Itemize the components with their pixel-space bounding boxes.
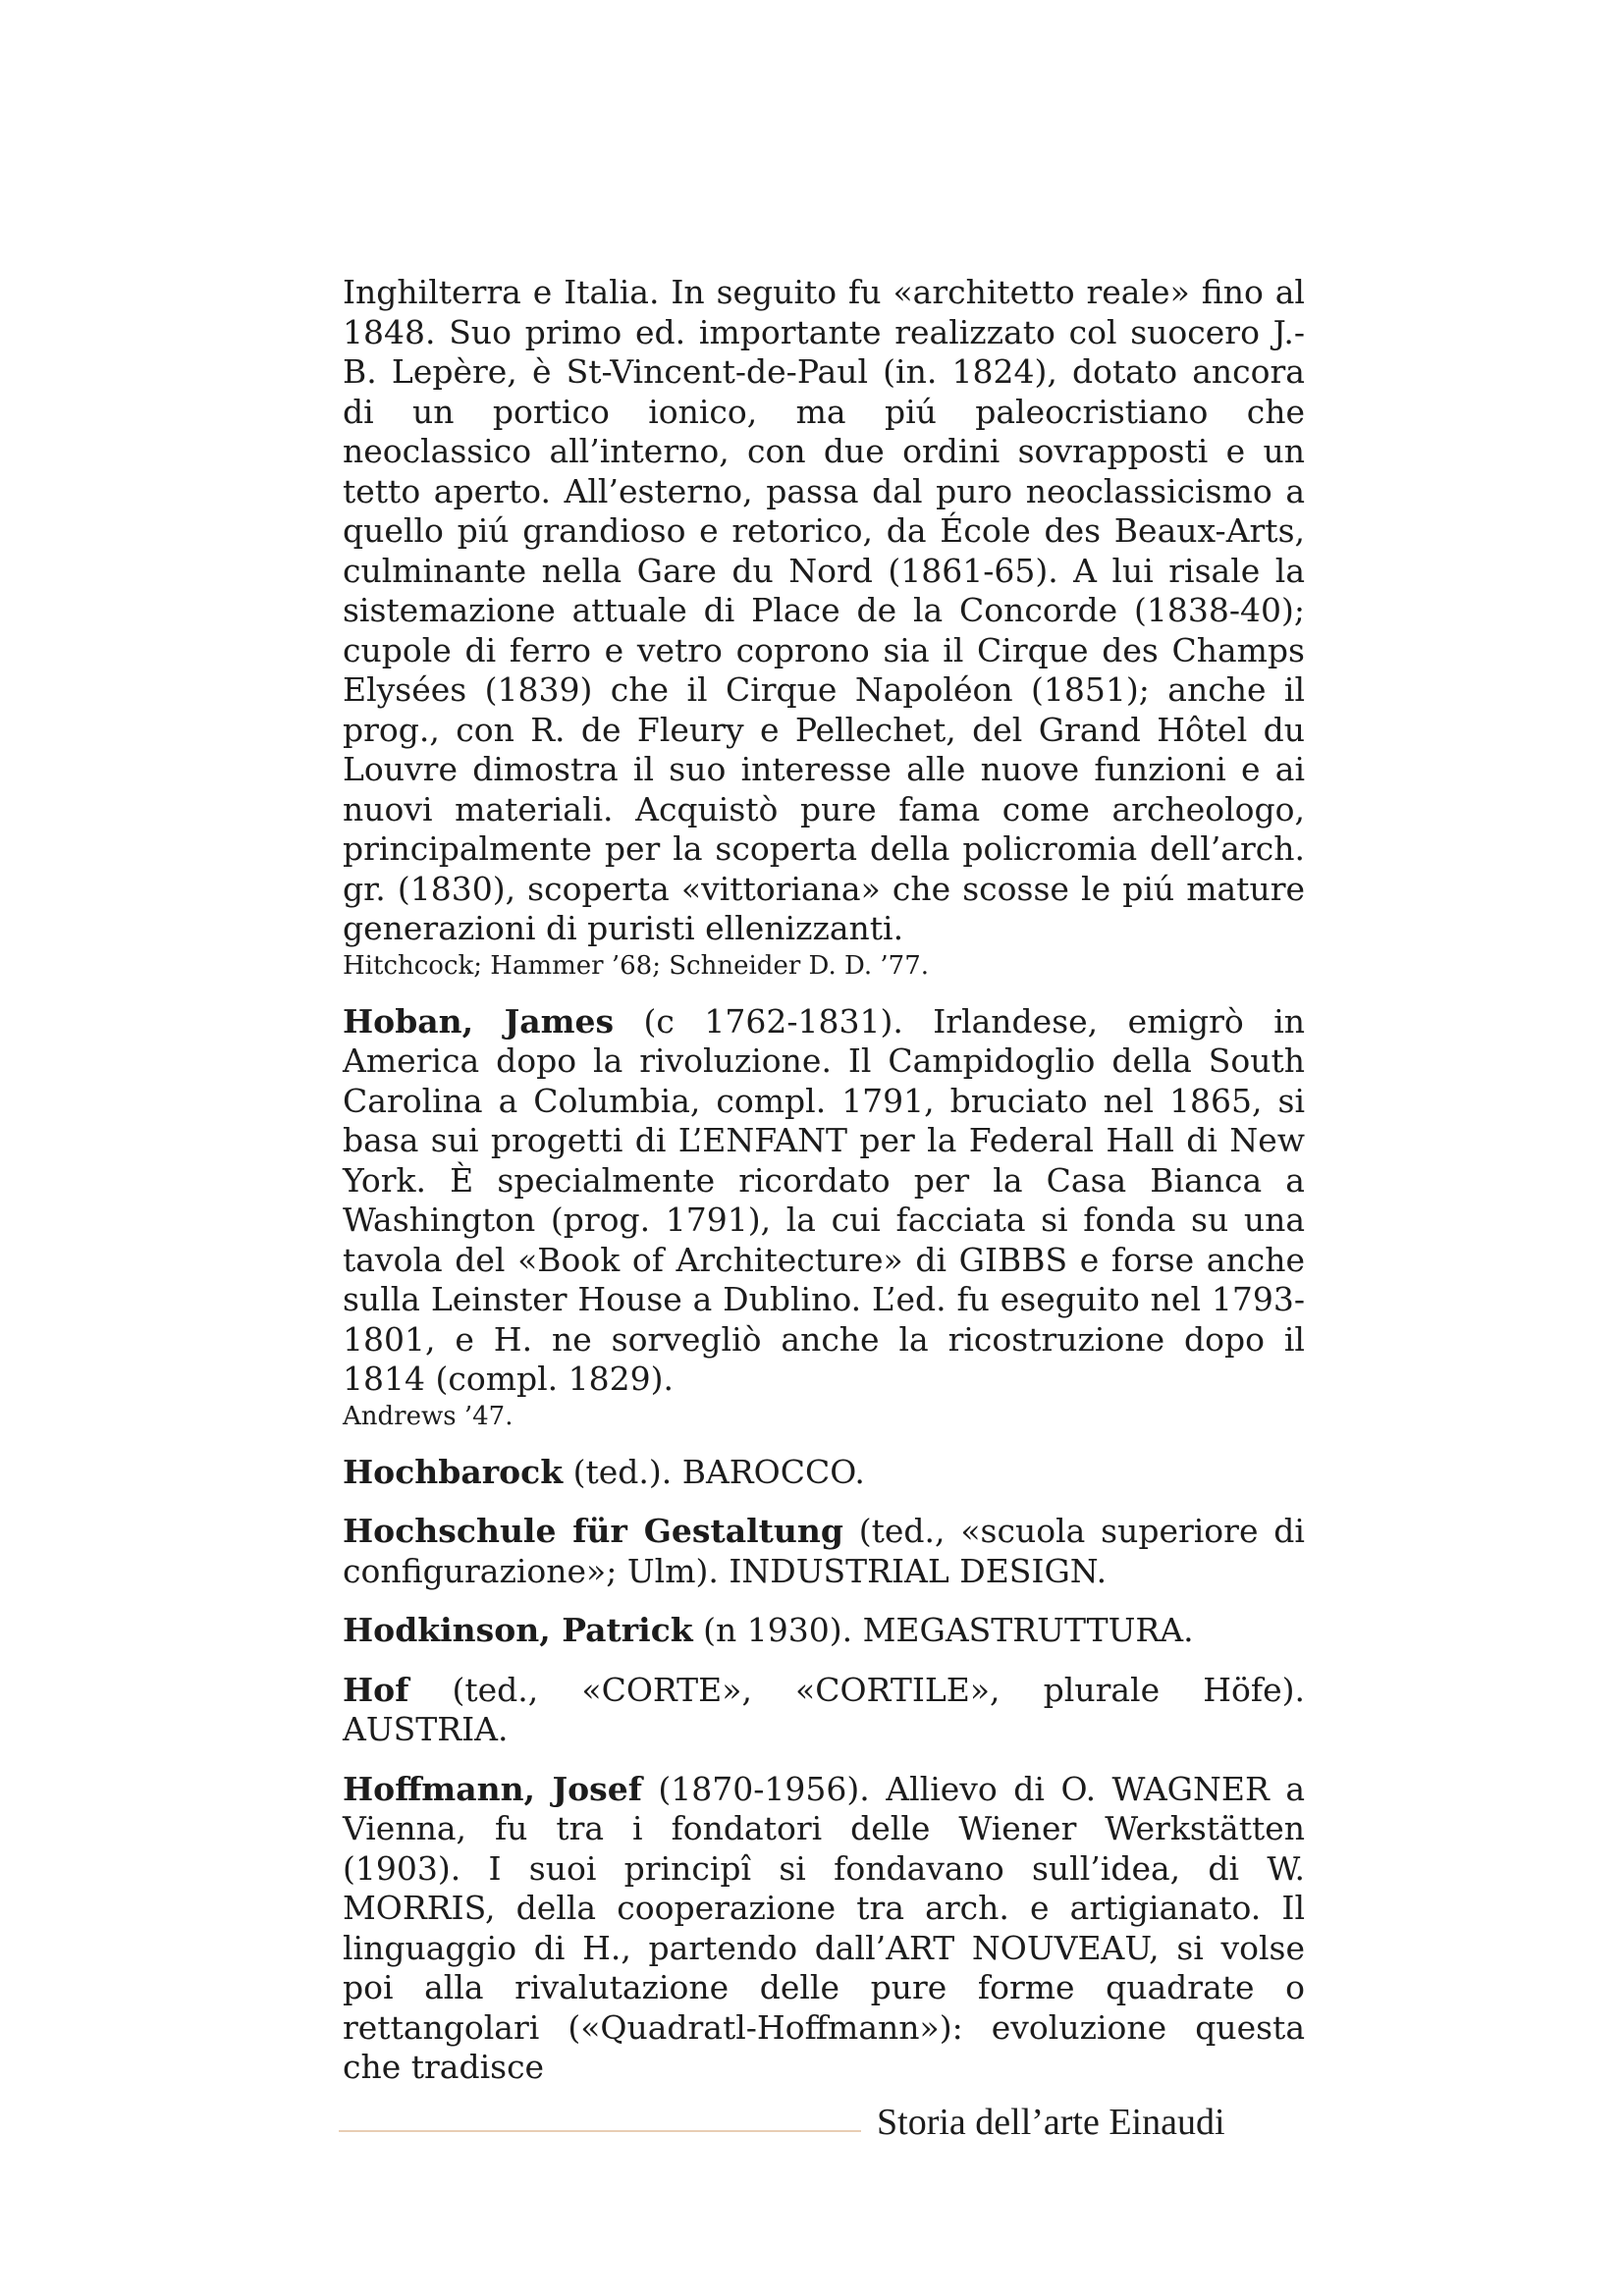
entry-text xyxy=(343,1671,1305,1750)
entry-hodkinson xyxy=(343,1611,1305,1651)
entry-text xyxy=(343,1453,1305,1493)
entry-body: (1870-1956). Allievo di O. WAGNER a Vienna, fu tra i fondatori delle Wiener Werkstätten (1903). I suoi principî si fondavano sull’idea, di W. MORRIS, della cooperazione tra arch. e artigianato. Il linguaggio di H., partendo dall’ART NOUVEAU, si volse poi alla rivalutazione delle pure forme quadrate o rettangolari («Quadratl-Hoffmann»): evoluzione questa che tradisce xyxy=(343,1769,1305,2086)
entry-body: (ted., «scuola superiore di configurazione»; Ulm). INDUSTRIAL DESIGN. xyxy=(343,1512,1305,1590)
entry-hochschule xyxy=(343,1512,1305,1591)
entry-hoban xyxy=(343,1002,1305,1433)
entry-headword: Hoffmann, Josef xyxy=(343,1769,642,1808)
page-footer xyxy=(0,2101,1623,2160)
entry-body: (n 1930). MEGASTRUTTURA. xyxy=(692,1611,1194,1649)
dictionary-page xyxy=(343,273,1305,2108)
entry-body: (ted., «CORTE», «CORTILE», plurale Höfe). AUSTRIA. xyxy=(343,1670,1305,1748)
entry-hochbarock xyxy=(343,1453,1305,1493)
entry-headword: Hochschule für Gestaltung xyxy=(343,1512,843,1550)
entry-headword: Hoban, James xyxy=(343,1001,615,1041)
entry-body: (c 1762-1831). Irlandese, emigrò in America dopo la rivoluzione. Il Campidoglio della South Carolina a Columbia, compl. 1791, bruciato nel 1865, si basa sui progetti di L’ENFANT per la Federal Hall di New York. È specialmente ricordato per la Casa Bianca a Washington (prog. 1791), la cui facciata si fonda su una tavola del «Book of Architecture» di GIBBS e forse anche sulla Leinster House a Dublino. L’ed. fu eseguito nel 1793-1801, e H. ne sorvegliò anche la ricostruzione dopo il 1814 (compl. 1829). xyxy=(343,1001,1306,1398)
entry-text xyxy=(343,1770,1305,2088)
entry-hof xyxy=(343,1671,1305,1750)
entry-body: Inghilterra e Italia. In seguito fu «architetto reale» fino al 1848. Suo primo ed. importante realizzato col suocero J.-B. Lepère, è St-Vincent-de-Paul (in. 1824), dotato ancora di un portico ionico, ma piú paleocristiano che neoclassico all’interno, con due ordini sovrapposti e un tetto aperto. All’esterno, passa dal puro neoclassicismo a quello piú grandioso e retorico, da École des Beaux-Arts, culminante nella Gare du Nord (1861-65). A lui risale la sistemazione attuale di Place de la Concorde (1838-40); cupole di ferro e vetro coprono sia il Cirque des Champs Elysées (1839) che il Cirque Napoléon (1851); anche il prog., con R. de Fleury e Pellechet, del Grand Hôtel du Louvre dimostra il suo interesse alle nuove funzioni e ai nuovi materiali. Acquistò pure fama come archeologo, principalmente per la scoperta della policromia dell’arch. gr. (1830), scoperta «vittoriana» che scosse le piú mature generazioni di puristi ellenizzanti. xyxy=(343,273,1305,947)
entry-headword: Hochbarock xyxy=(343,1452,564,1491)
entry-text xyxy=(343,1611,1305,1651)
entry-hoffmann xyxy=(343,1770,1305,2088)
entry-text xyxy=(343,1512,1305,1591)
entry-continuation xyxy=(343,273,1305,983)
entry-text xyxy=(343,1002,1305,1400)
entry-headword: Hodkinson, Patrick xyxy=(343,1611,693,1649)
entry-headword: Hof xyxy=(343,1670,409,1709)
footer-publisher: Storia dell’arte Einaudi xyxy=(877,2102,1225,2143)
entry-body: (ted.). BAROCCO. xyxy=(563,1452,865,1491)
footer-divider xyxy=(339,2130,861,2132)
entry-references: Hitchcock; Hammer ’68; Schneider D. D. ’77. xyxy=(343,950,930,981)
entry-references: Andrews ’47. xyxy=(343,1401,514,1431)
